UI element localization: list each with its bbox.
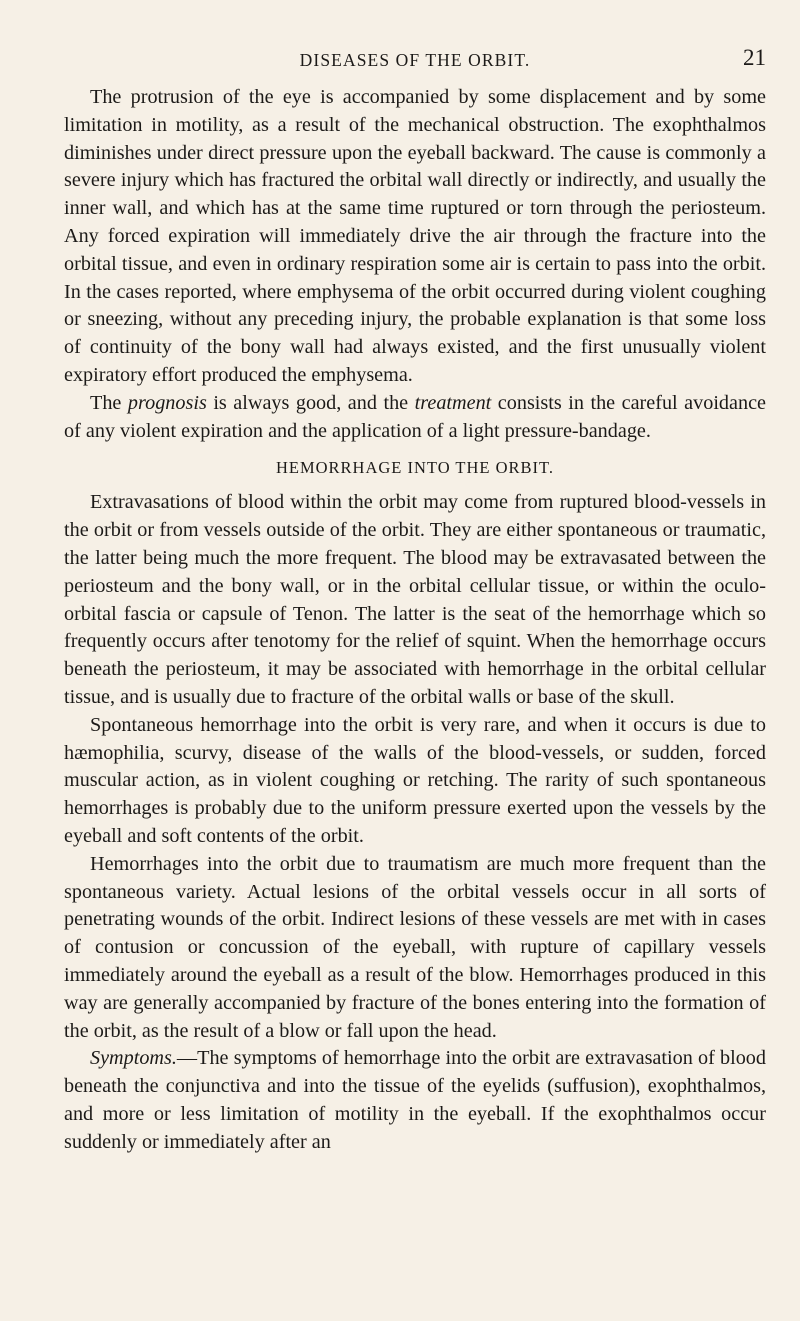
prognosis-term: prognosis: [127, 391, 207, 414]
paragraph-extravasations: Extravasations of blood within the orbit may come from ruptured blood-vessels in the orbit or from vessels outside of the orbit. They are either spontaneous or traumatic, the latter being much the more frequent. The blood may be extravasated between the periosteum and the bony wall, or in the orbital cellular tissue, or within the oculo-orbital fascia or capsule of Tenon. The latter is the seat of the hemorrhage which so frequently occurs after tenotomy for the relief of squint. When the hemorrhage occurs beneath the periosteum, it may be associated with hemorrhage in the orbital cellular tissue, and is usually due to fracture of the orbital walls or base of the skull.: [64, 491, 766, 708]
symptoms-text: —The symptoms of hemorrhage into the orbit are extravasation of blood beneath the conjunctiva and into the tissue of the eyelids (suffusion), exophthalmos, and more or less limitation of motility in the eyeball. If the exophthalmos occur suddenly or immediately after an: [64, 1047, 766, 1153]
prognosis-text-2: is always good, and the: [206, 391, 415, 414]
paragraph-symptoms: [64, 1045, 766, 1156]
paragraph-emphysema-cause: The protrusion of the eye is accompanied by some displacement and by some limitation in motility, as a result of the mechanical obstruction. The exophthalmos diminishes under direct pressure upon the eyeball backward. The cause is commonly a severe injury which has fractured the orbital wall directly or indirectly, and usually the inner wall, and which has at the same time ruptured or torn through the periosteum. Any forced expiration will immediately drive the air through the fracture into the orbital tissue, and even in ordinary respiration some air is certain to pass into the orbit. In the cases reported, where emphysema of the orbit occurred during violent coughing or sneezing, without any preceding injury, the probable explanation is that some loss of continuity of the bony wall had always existed, and the first unusually violent expiratory effort produced the emphysema.: [64, 86, 766, 386]
body-text: [64, 84, 766, 1156]
paragraph-prognosis: [64, 390, 766, 446]
running-head: [64, 42, 766, 72]
paragraph-traumatic: Hemorrhages into the orbit due to traumatism are much more frequent than the spontaneous variety. Actual lesions of the orbital vessels occur in all sorts of penetrating wounds of the orbit. Indirect lesions of these vessels are met with in cases of contusion or concussion of the eyeball, with rupture of capillary vessels immediately around the eyeball as a result of the blow. Hemorrhages produced in this way are generally accompanied by fracture of the bones entering into the formation of the orbit, as the result of a blow or fall upon the head.: [64, 852, 766, 1042]
running-title: DISEASES OF THE ORBIT.: [299, 50, 531, 70]
page-number: 21: [743, 45, 766, 70]
symptoms-term: Symptoms.: [90, 1047, 177, 1070]
prognosis-text-1: The: [90, 391, 128, 414]
paragraph-spontaneous: Spontaneous hemorrhage into the orbit is very rare, and when it occurs is due to hæmophilia, scurvy, disease of the walls of the blood-vessels, or sudden, forced muscular action, as in violent coughing or retching. The rarity of such spontaneous hemorrhages is probably due to the uniform pressure exerted upon the vessels by the eyeball and soft contents of the orbit.: [64, 713, 766, 847]
section-heading: HEMORRHAGE INTO THE ORBIT.: [275, 458, 555, 478]
prognosis-text-3: consists in the careful avoidance of any violent expiration and the application of a light pressure-bandage.: [64, 391, 766, 442]
treatment-term: treatment: [414, 391, 492, 414]
